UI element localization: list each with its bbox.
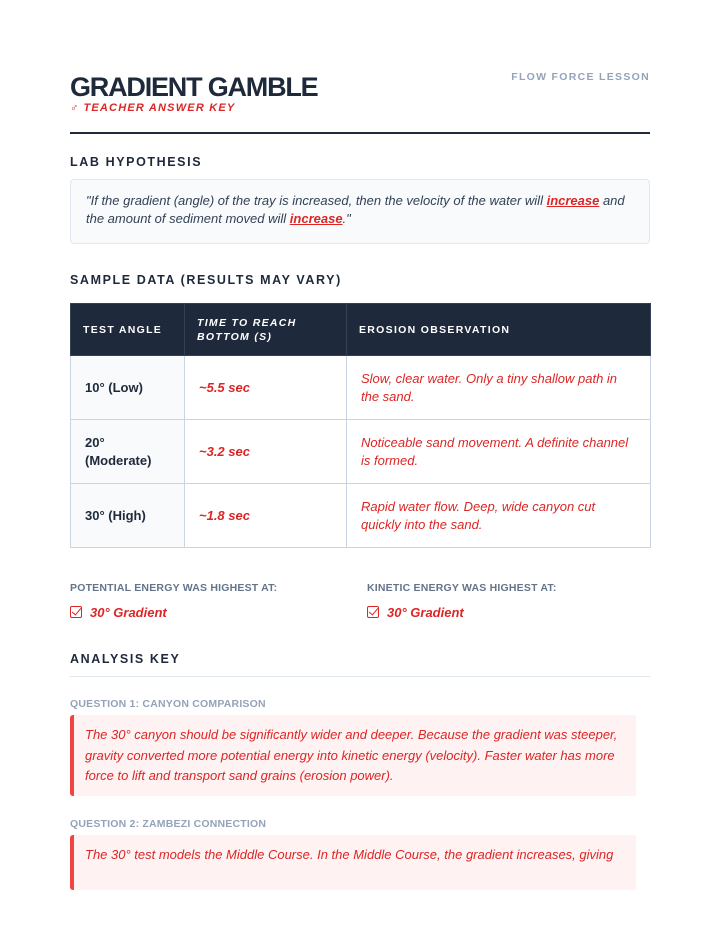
potential-energy-answer [70,605,167,620]
kinetic-energy-answer-text: 30° Gradient [387,605,464,620]
kinetic-energy-label: KINETIC ENERGY WAS HIGHEST AT: [367,582,557,594]
table-row [71,420,651,484]
check-square-icon [367,606,379,618]
subtitle-text: TEACHER ANSWER KEY [83,102,236,114]
hypothesis-heading: LAB HYPOTHESIS [70,155,203,169]
hypothesis-answer-sediment: increase [289,211,343,226]
hypothesis-answer-velocity: increase [546,193,600,208]
question-2-label: QUESTION 2: ZAMBEZI CONNECTION [70,818,267,830]
potential-energy-answer-text: 30° Gradient [90,605,167,620]
question-1-label: QUESTION 1: CANYON COMPARISON [70,698,266,710]
time-cell: ~5.5 sec [185,356,347,420]
angle-cell: 30° (High) [71,484,185,548]
angle-cell: 10° (Low) [71,356,185,420]
hypothesis-box [70,179,650,244]
angle-cell: 20° (Moderate) [71,420,185,484]
key-icon: ♂ [70,102,80,114]
hypothesis-text-part3: ." [342,211,351,226]
page-title: GRADIENT GAMBLE [70,72,318,102]
column-header-test-angle: TEST ANGLE [71,304,185,356]
potential-energy-label: POTENTIAL ENERGY WAS HIGHEST AT: [70,582,278,594]
page-header [70,68,650,134]
kinetic-energy-block [367,582,647,620]
observation-cell: Rapid water flow. Deep, wide canyon cut quickly into the sand. [347,484,651,548]
time-cell: ~3.2 sec [185,420,347,484]
check-square-icon [70,606,82,618]
question-1-answer: The 30° canyon should be significantly wider and deeper. Because the gradient was steeper, gravity converted more potential energy into kinetic energy (velocity). Faster water has more force to lift and transport sand grains (erosion power). [85,727,618,783]
table-header-row [71,304,651,356]
hypothesis-text-part2: and the amount of sediment moved will [86,193,625,226]
divider [70,676,650,677]
question-2-answer-box [70,835,636,890]
sample-data-table [70,303,651,548]
observation-cell: Noticeable sand movement. A definite channel is formed. [347,420,651,484]
column-header-erosion: EROSION OBSERVATION [347,304,651,356]
question-2-answer: The 30° test models the Middle Course. In the Middle Course, the gradient increases, giving [85,847,614,862]
hypothesis-text [86,192,634,228]
lesson-label: FLOW FORCE LESSON [511,71,650,83]
sample-data-heading: SAMPLE DATA (RESULTS MAY VARY) [70,273,342,287]
potential-energy-block [70,582,350,620]
observation-cell: Slow, clear water. Only a tiny shallow path in the sand. [347,356,651,420]
kinetic-energy-answer [367,605,464,620]
analysis-heading: ANALYSIS KEY [70,652,181,666]
table-row [71,484,651,548]
question-1-answer-box [70,715,636,796]
time-cell: ~1.8 sec [185,484,347,548]
hypothesis-text-part1: "If the gradient (angle) of the tray is increased, then the velocity of the water will [86,193,547,208]
page-subtitle [70,102,235,114]
column-header-time: TIME TO REACH BOTTOM (S) [185,304,347,356]
table-row [71,356,651,420]
